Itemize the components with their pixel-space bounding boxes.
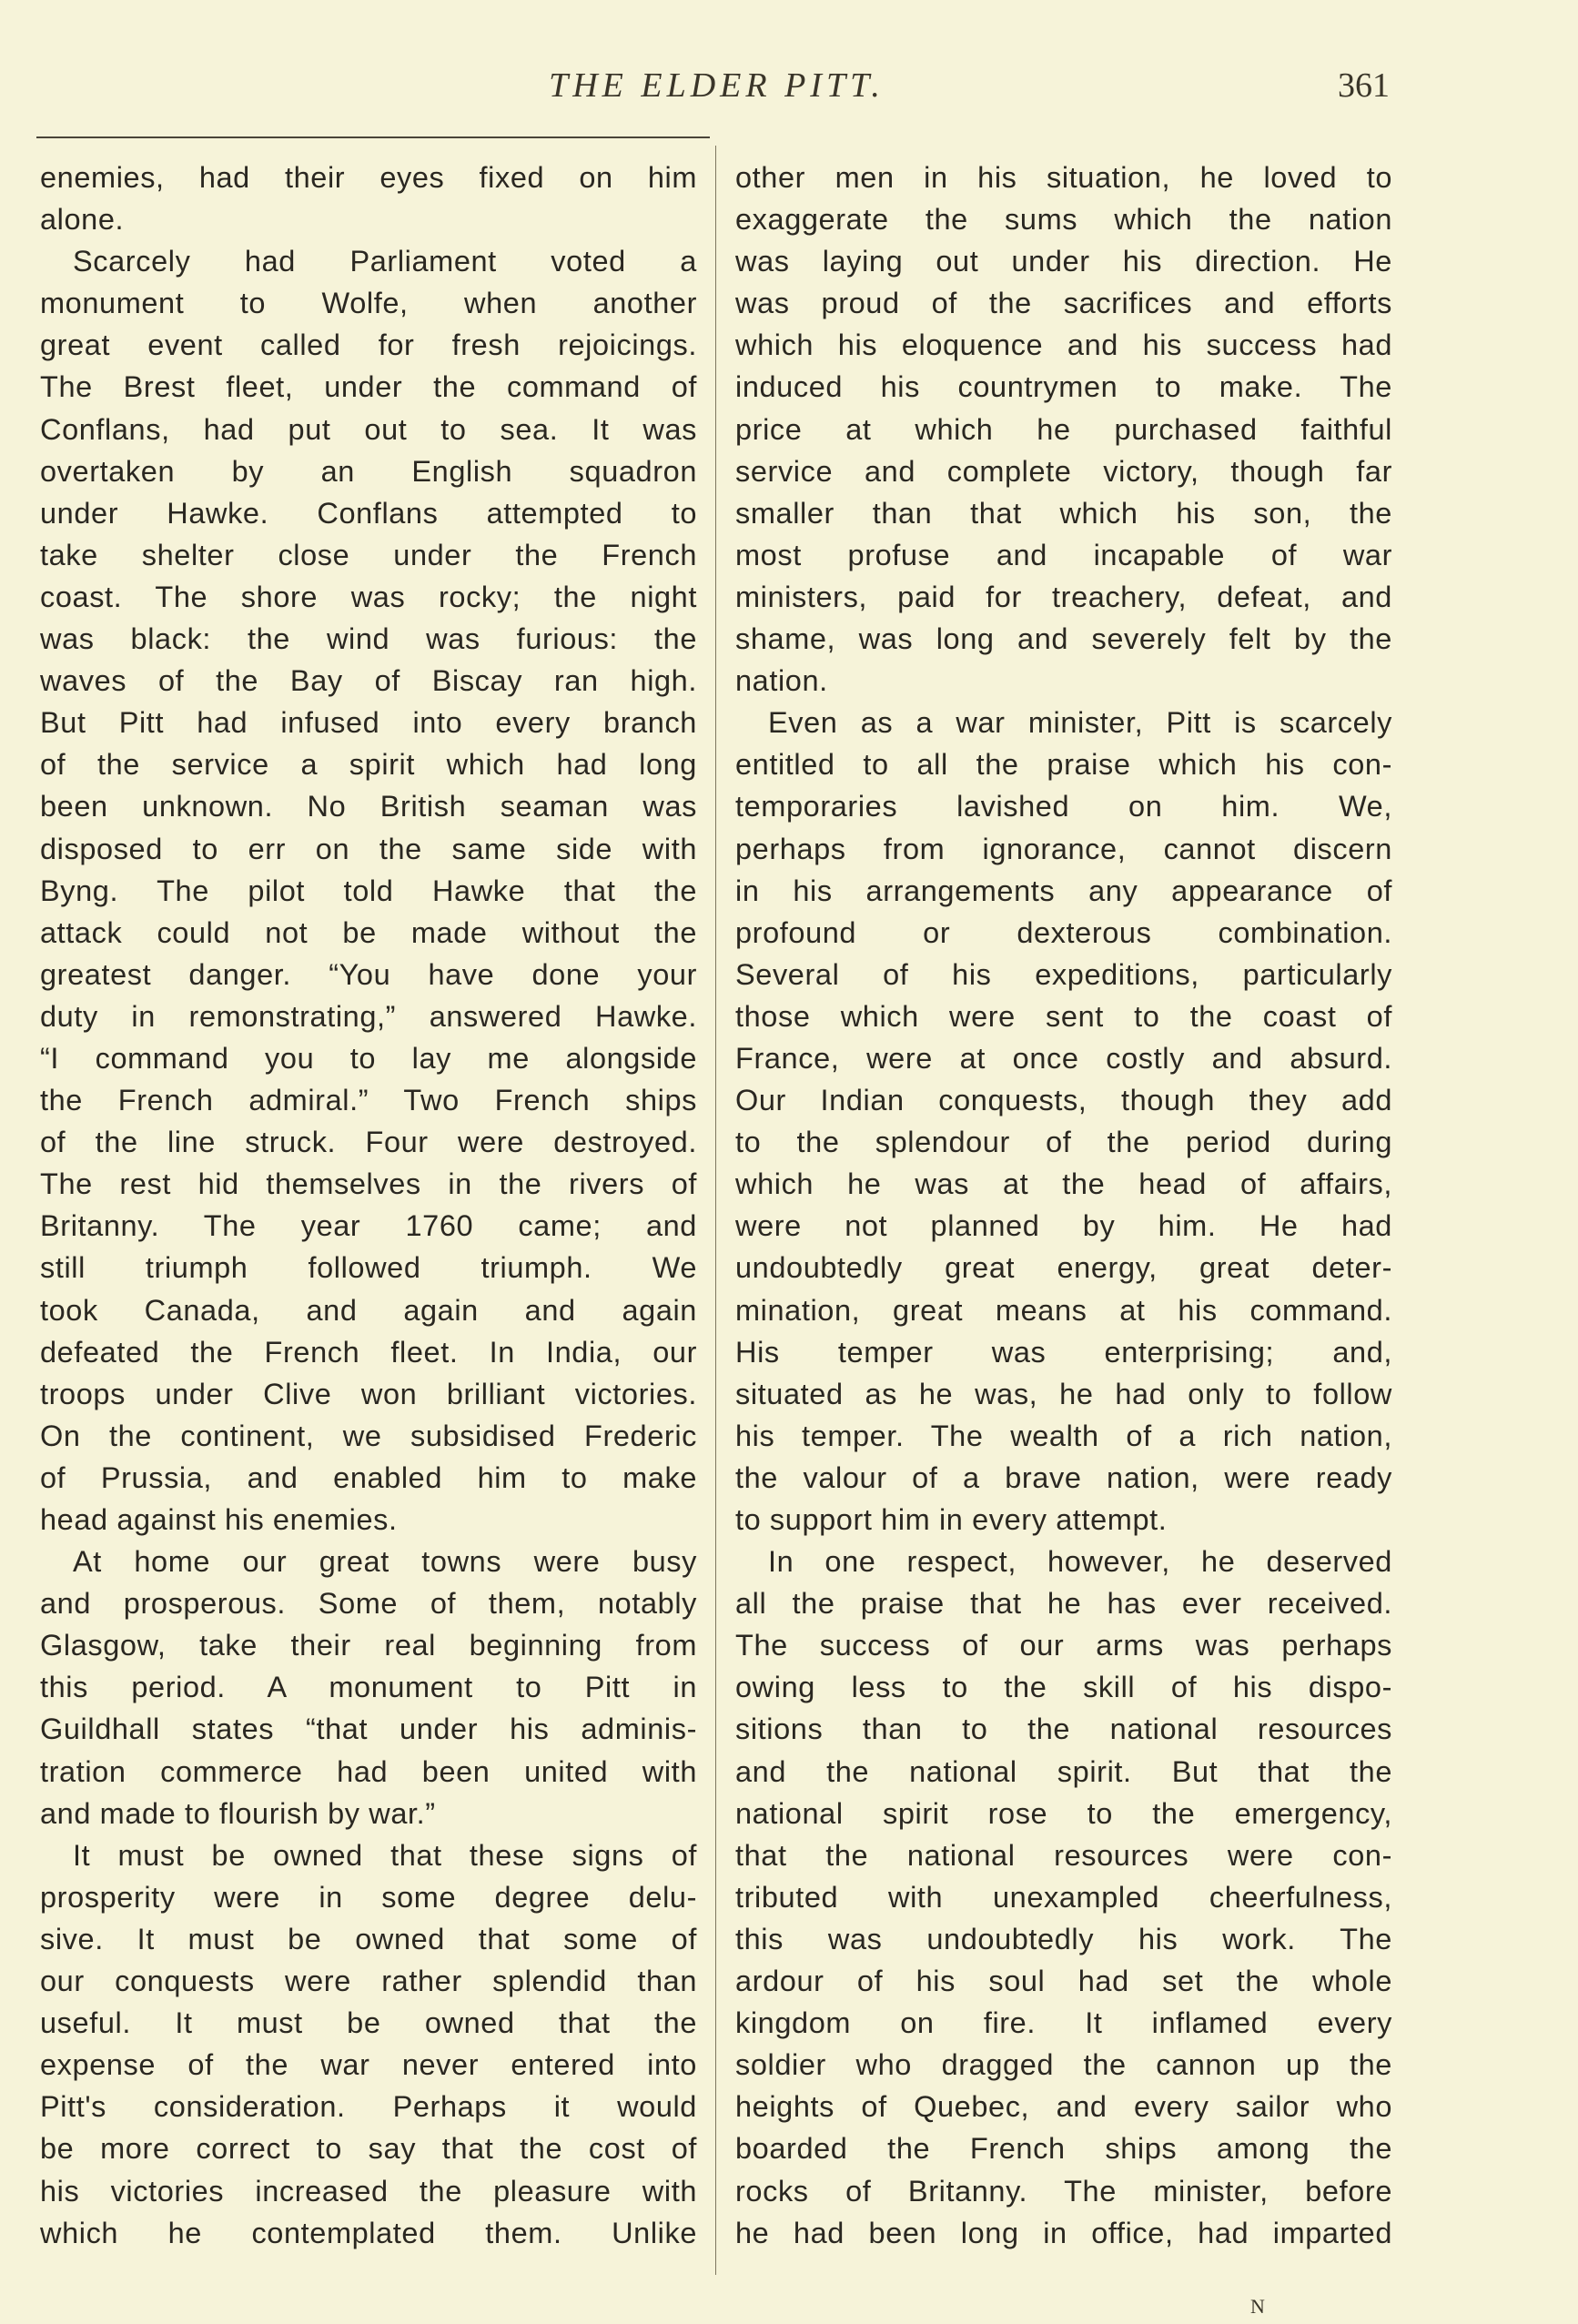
text-line: On the continent, we subsidised Frederic: [40, 1419, 697, 1452]
text-line: sitions than to the national resources: [735, 1713, 1392, 1746]
text-line: was black: the wind was furious: the: [40, 622, 697, 656]
text-line: other men in his situation, he loved to: [735, 161, 1392, 194]
text-line: induced his countrymen to make. The: [735, 370, 1392, 404]
text-line: Glasgow, take their real beginning from: [40, 1629, 697, 1662]
text-line: France, were at once costly and absurd.: [735, 1041, 1392, 1075]
text-line: His temper was enterprising; and,: [735, 1335, 1392, 1369]
text-line: disposed to err on the same side with: [40, 832, 697, 865]
text-line: tration commerce had been united with: [40, 1754, 697, 1788]
text-line: exaggerate the sums which the nation: [735, 203, 1392, 237]
text-line: The rest hid themselves in the rivers of: [40, 1167, 697, 1201]
left-column: [40, 157, 697, 2254]
text-line: his temper. The wealth of a rich nation,: [735, 1419, 1392, 1452]
text-line: his victories increased the pleasure with: [40, 2174, 697, 2208]
text-line: which he contemplated them. Unlike: [40, 2216, 697, 2249]
text-line: shame, was long and severely felt by the: [735, 622, 1392, 656]
text-line: which he was at the head of affairs,: [735, 1167, 1392, 1201]
text-line: waves of the Bay of Biscay ran high.: [40, 664, 697, 698]
text-line: heights of Quebec, and every sailor who: [735, 2090, 1392, 2124]
text-line: undoubtedly great energy, great deter-: [735, 1251, 1392, 1285]
right-column: [735, 157, 1392, 2254]
text-line: monument to Wolfe, when another: [40, 287, 697, 320]
text-line: Guildhall states “that under his adminis-: [40, 1713, 697, 1746]
text-line: was proud of the sacrifices and efforts: [735, 287, 1392, 320]
text-line: and the national spirit. But that the: [735, 1754, 1392, 1788]
text-line: he had been long in office, had imparted: [735, 2216, 1392, 2249]
text-line: was laying out under his direction. He: [735, 245, 1392, 278]
text-line: smaller than that which his son, the: [735, 496, 1392, 530]
text-line: which his eloquence and his success had: [735, 328, 1392, 362]
text-line: At home our great towns were busy: [73, 1545, 697, 1579]
text-line: this was undoubtedly his work. The: [735, 1922, 1392, 1955]
running-head: [36, 66, 1397, 120]
text-line: Pitt's consideration. Perhaps it would: [40, 2090, 697, 2124]
text-line: in his arrangements any appearance of: [735, 874, 1392, 907]
text-line: overtaken by an English squadron: [40, 454, 697, 488]
text-line: greatest danger. “You have done your: [40, 957, 697, 991]
text-line: “I command you to lay me alongside: [40, 1041, 697, 1075]
text-line: entitled to all the praise which his con-: [735, 748, 1392, 782]
text-line: duty in remonstrating,” answered Hawke.: [40, 999, 697, 1033]
text-line: to the splendour of the period during: [735, 1126, 1392, 1159]
text-line: nation.: [735, 664, 828, 698]
text-line: soldier who dragged the cannon up the: [735, 2048, 1392, 2082]
text-line: ardour of his soul had set the whole: [735, 1965, 1392, 1998]
text-line: Conflans, had put out to sea. It was: [40, 412, 697, 446]
text-line: troops under Clive won brilliant victories.: [40, 1377, 697, 1410]
text-line: service and complete victory, though far: [735, 454, 1392, 488]
text-line: Byng. The pilot told Hawke that the: [40, 874, 697, 907]
text-line: enemies, had their eyes fixed on him: [40, 161, 697, 194]
text-line: take shelter close under the French: [40, 538, 697, 571]
text-line: expense of the war never entered into: [40, 2048, 697, 2082]
text-line: profound or dexterous combination.: [735, 915, 1392, 949]
text-line: But Pitt had infused into every branch: [40, 706, 697, 740]
text-line: under Hawke. Conflans attempted to: [40, 496, 697, 530]
text-line: Our Indian conquests, though they add: [735, 1084, 1392, 1117]
text-line: to support him in every attempt.: [735, 1503, 1168, 1536]
text-line: boarded the French ships among the: [735, 2132, 1392, 2166]
text-line: that the national resources were con-: [735, 1838, 1392, 1872]
text-line: the valour of a brave nation, were ready: [735, 1460, 1392, 1494]
text-line: rocks of Britanny. The minister, before: [735, 2174, 1392, 2208]
text-line: The Brest fleet, under the command of: [40, 370, 697, 404]
text-line: situated as he was, he had only to follow: [735, 1377, 1392, 1410]
text-line: the French admiral.” Two French ships: [40, 1084, 697, 1117]
text-line: kingdom on fire. It inflamed every: [735, 2006, 1392, 2040]
text-line: still triumph followed triumph. We: [40, 1251, 697, 1285]
running-head-title: THE ELDER PITT.: [549, 66, 885, 105]
text-line: useful. It must be owned that the: [40, 2006, 697, 2040]
text-line: great event called for fresh rejoicings.: [40, 328, 697, 362]
text-line: prosperity were in some degree delu-: [40, 1880, 697, 1914]
text-line: all the praise that he has ever received.: [735, 1587, 1392, 1621]
text-line: attack could not be made without the: [40, 915, 697, 949]
text-line: sive. It must be owned that some of: [40, 1922, 697, 1955]
text-line: and made to flourish by war.”: [40, 1796, 436, 1830]
text-line: head against his enemies.: [40, 1503, 398, 1536]
text-line: coast. The shore was rocky; the night: [40, 580, 697, 613]
text-line: this period. A monument to Pitt in: [40, 1671, 697, 1704]
text-line: those which were sent to the coast of: [735, 999, 1392, 1033]
text-line: mination, great means at his command.: [735, 1293, 1392, 1327]
page-number: 361: [1338, 66, 1390, 105]
column-divider: [715, 146, 716, 2275]
text-line: Britanny. The year 1760 came; and: [40, 1209, 697, 1243]
signature-mark: N: [1250, 2295, 1265, 2318]
text-line: ministers, paid for treachery, defeat, and: [735, 580, 1392, 613]
text-line: alone.: [40, 203, 125, 237]
text-line: and prosperous. Some of them, notably: [40, 1587, 697, 1621]
text-line: been unknown. No British seaman was: [40, 790, 697, 824]
text-line: Several of his expeditions, particularly: [735, 957, 1392, 991]
header-rule: [36, 136, 710, 138]
text-line: price at which he purchased faithful: [735, 412, 1392, 446]
text-line: of Prussia, and enabled him to make: [40, 1460, 697, 1494]
text-line: perhaps from ignorance, cannot discern: [735, 832, 1392, 865]
text-line: of the line struck. Four were destroyed.: [40, 1126, 697, 1159]
text-line: Scarcely had Parliament voted a: [73, 245, 697, 278]
text-line: took Canada, and again and again: [40, 1293, 697, 1327]
text-line: were not planned by him. He had: [735, 1209, 1392, 1243]
text-line: In one respect, however, he deserved: [768, 1545, 1392, 1579]
text-line: of the service a spirit which had long: [40, 748, 697, 782]
text-line: temporaries lavished on him. We,: [735, 790, 1392, 824]
text-line: Even as a war minister, Pitt is scarcely: [768, 706, 1392, 740]
text-line: It must be owned that these signs of: [73, 1838, 697, 1872]
text-line: tributed with unexampled cheerfulness,: [735, 1880, 1392, 1914]
text-line: national spirit rose to the emergency,: [735, 1796, 1392, 1830]
text-line: most profuse and incapable of war: [735, 538, 1392, 571]
text-line: owing less to the skill of his dispo-: [735, 1671, 1392, 1704]
text-line: The success of our arms was perhaps: [735, 1629, 1392, 1662]
text-line: our conquests were rather splendid than: [40, 1965, 697, 1998]
text-line: defeated the French fleet. In India, our: [40, 1335, 697, 1369]
text-line: be more correct to say that the cost of: [40, 2132, 697, 2166]
